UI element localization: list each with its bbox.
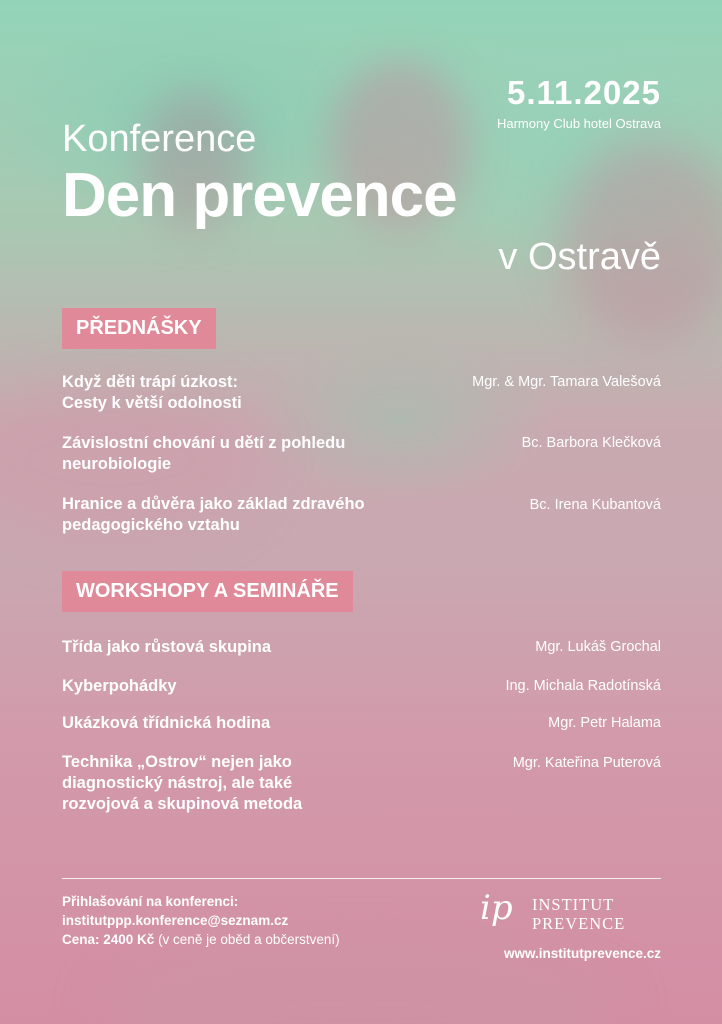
price-note: (v ceně je oběd a občerstvení) [154,932,340,947]
lecture-speaker: Bc. Irena Kubantová [529,497,661,513]
lecture-speaker: Bc. Barbora Klečková [521,435,661,451]
event-date: 5.11.2025 [507,74,661,111]
lecture-title [62,494,365,536]
institute-logo-mark: ip [480,888,513,928]
website-link[interactable]: www.institutprevence.cz [503,946,661,961]
event-venue: Harmony Club hotel Ostrava [496,116,661,131]
workshop-title [62,752,302,815]
lecture-title [62,372,242,414]
workshop-speaker: Mgr. Lukáš Grochal [535,639,661,655]
workshops-heading: WORKSHOPY A SEMINÁŘE [62,571,353,612]
logo-line: INSTITUT [532,895,615,914]
workshop-speaker: Mgr. Petr Halama [548,715,661,731]
registration-email[interactable]: institutppp.konference@seznam.cz [62,913,289,928]
page-title: Den prevence [62,161,457,230]
price-label: Cena: 2400 Kč [62,932,155,947]
lecture-title-line: neurobiologie [62,455,172,473]
workshop-title-line: diagnostický nástroj, ale také [62,774,293,792]
conference-label: Konference [62,118,257,160]
footer-divider [62,878,661,879]
workshop-title: Kyberpohádky [62,677,177,695]
registration-label: Přihlašování na konferenci: [62,894,239,909]
lecture-title-line: Závislostní chování u dětí z pohledu [62,434,346,452]
workshop-speaker: Mgr. Kateřina Puterová [512,755,661,771]
bg-blob [100,950,620,1024]
price-line [62,930,340,949]
lecture-title-line: Cesty k větší odolnosti [62,394,242,412]
logo-line: PREVENCE [532,914,626,933]
lectures-heading: PŘEDNÁŠKY [62,308,216,349]
lecture-title [62,433,345,475]
workshop-title: Třída jako růstová skupina [62,638,272,656]
lecture-title-line: Hranice a důvěra jako základ zdravého [62,495,365,513]
workshop-title-line: rozvojová a skupinová metoda [62,795,303,813]
lecture-speaker: Mgr. & Mgr. Tamara Valešová [472,374,661,390]
workshop-speaker: Ing. Michala Radotínská [505,678,661,694]
workshop-title-line: Technika „Ostrov“ nejen jako [62,753,292,771]
lecture-title-line: pedagogického vztahu [62,516,240,534]
page-subtitle: v Ostravě [498,236,661,278]
workshop-title: Ukázková třídnická hodina [62,714,271,732]
institute-logo-text [532,895,625,933]
registration-info [62,892,340,949]
lecture-title-line: Když děti trápí úzkost: [62,373,239,391]
